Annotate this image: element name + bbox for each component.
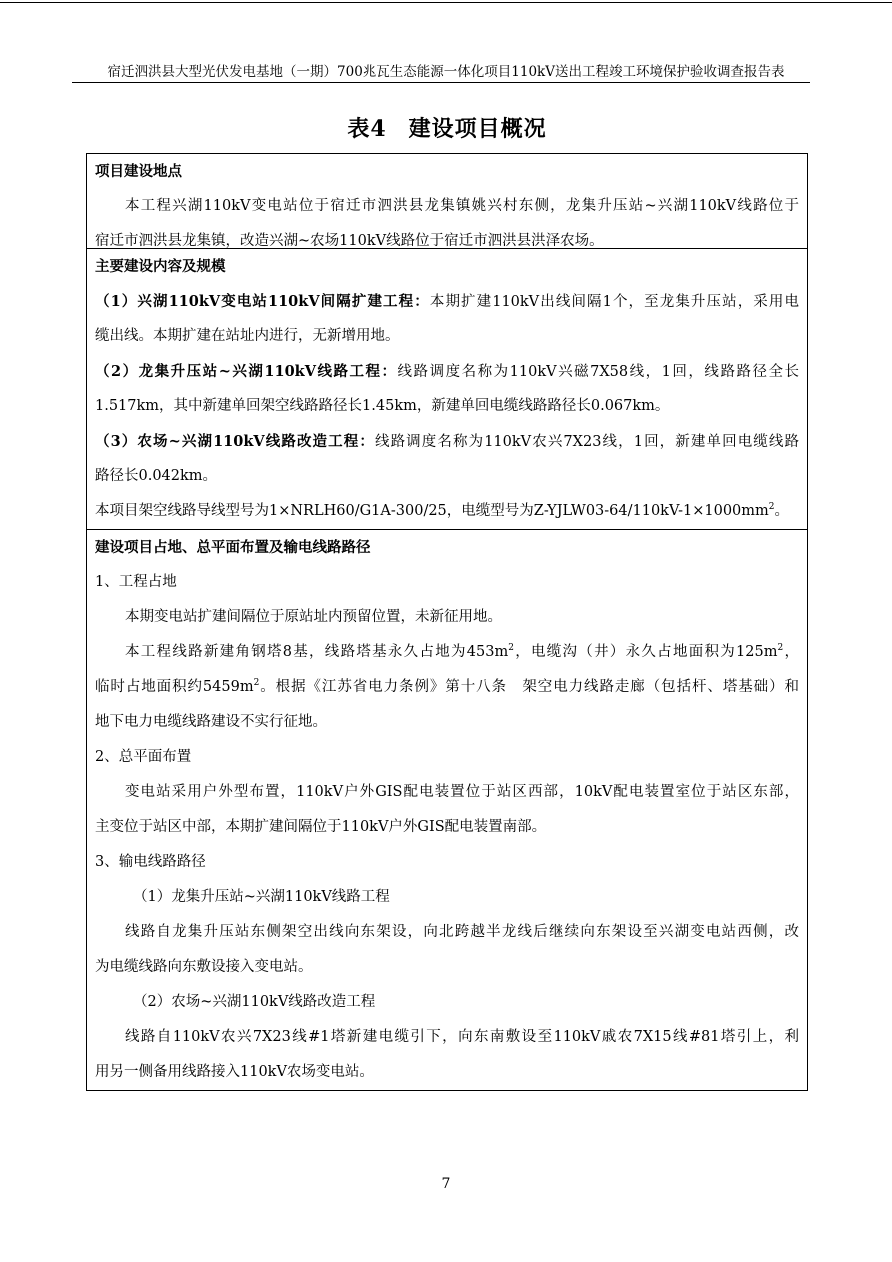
page-number: 7 bbox=[441, 1176, 451, 1192]
paragraph-line: 临时占地面积约$5459m^2$。根据《江苏省电力条例》第十八条 架空电力线路走廊（包括杆、塔基础）和 bbox=[95, 678, 799, 695]
subheading: 1、工程占地 bbox=[95, 574, 177, 590]
table-number: 表4 bbox=[347, 116, 387, 142]
paragraph-line: 本工程兴湖110kV变电站位于宿迁市泗洪县龙集镇姚兴村东侧，龙集升压站~兴湖110kV线路位于 bbox=[125, 198, 799, 214]
route-title: （1）龙集升压站~兴湖110kV线路工程 bbox=[133, 889, 390, 905]
paragraph-line: 线路自110kV农兴7X23线#1塔新建电缆引下，向东南敷设至110kV戚农7X15线#81塔引上，利 bbox=[125, 1029, 799, 1045]
item-line: 路径长0.042km。 bbox=[95, 468, 218, 484]
section-heading: 建设项目占地、总平面布置及输电线路路径 bbox=[95, 539, 371, 556]
paragraph-line: 变电站采用户外型布置，110kV户外GIS配电装置位于站区西部，10kV配电装置室位于站区东部， bbox=[125, 784, 799, 800]
item-title: （2）龙集升压站~兴湖110kV线路工程： bbox=[95, 363, 398, 380]
item-text: 线路调度名称为110kV兴磁7X58线，1回，线路路径全长 bbox=[397, 364, 799, 380]
project-overview-table bbox=[86, 153, 808, 1091]
header-rule bbox=[72, 82, 810, 83]
paragraph-line: 地下电力电缆线路建设不实行征地。 bbox=[95, 714, 327, 730]
paragraph-line: 宿迁市泗洪县龙集镇，改造兴湖~农场110kV线路位于宿迁市泗洪县洪泽农场。 bbox=[95, 233, 604, 249]
section-location bbox=[87, 154, 807, 248]
item-line: 缆出线。本期扩建在站址内进行，无新增用地。 bbox=[95, 328, 400, 344]
subheading: 3、输电线路路径 bbox=[95, 854, 206, 870]
item-line bbox=[95, 354, 799, 389]
route-title: （2）农场~兴湖110kV线路改造工程 bbox=[133, 994, 376, 1010]
item-title: （3）农场~兴湖110kV线路改造工程： bbox=[95, 433, 375, 450]
item-line bbox=[95, 284, 799, 319]
paragraph-line: 为电缆线路向东敷设接入变电站。 bbox=[95, 959, 313, 975]
item-text: 本期扩建110kV出线间隔1个，至龙集升压站，采用电 bbox=[429, 294, 799, 310]
subheading: 2、总平面布置 bbox=[95, 749, 192, 765]
paragraph-line: 本期变电站扩建间隔位于原站址内预留位置，未新征用地。 bbox=[125, 609, 502, 625]
item-title: （1）兴湖110kV变电站110kV间隔扩建工程： bbox=[95, 293, 430, 310]
page-title bbox=[86, 112, 808, 146]
section-heading: 项目建设地点 bbox=[95, 163, 182, 180]
section-layout-route bbox=[87, 529, 807, 1090]
item-text: 线路调度名称为110kV农兴7X23线，1回，新建单回电缆线路 bbox=[374, 434, 799, 450]
paragraph-line: 线路自龙集升压站东侧架空出线向东架设，向北跨越半龙线后继续向东架设至兴湖变电站西侧，改 bbox=[125, 924, 799, 940]
paragraph-line: 本工程线路新建角钢塔8基，线路塔基永久占地为$453m^2$，电缆沟（井）永久占地面积为$125m^2$， bbox=[125, 643, 799, 660]
item-line: 1.517km，其中新建单回架空线路路径长1.45km，新建单回电缆线路路径长0.067km。 bbox=[95, 398, 670, 414]
section-scope bbox=[87, 248, 807, 529]
page-top-border bbox=[0, 2, 892, 3]
running-header: 宿迁泗洪县大型光伏发电基地（一期）700兆瓦生态能源一体化项目110kV送出工程竣工环境保护验收调查报告表 bbox=[107, 64, 785, 80]
section-heading: 主要建设内容及规模 bbox=[95, 258, 226, 275]
paragraph-line: 主变位于站区中部，本期扩建间隔位于110kV户外GIS配电装置南部。 bbox=[95, 819, 547, 835]
paragraph-line: 用另一侧备用线路接入110kV农场变电站。 bbox=[95, 1064, 374, 1080]
table-title: 建设项目概况 bbox=[408, 116, 547, 142]
item-line bbox=[95, 424, 799, 459]
model-line: 本项目架空线路导线型号为1×NRLH60/G1A-300/25，电缆型号为$Z-YJLW03-64/110kV-1\times 1000mm^2$。 bbox=[95, 502, 790, 519]
